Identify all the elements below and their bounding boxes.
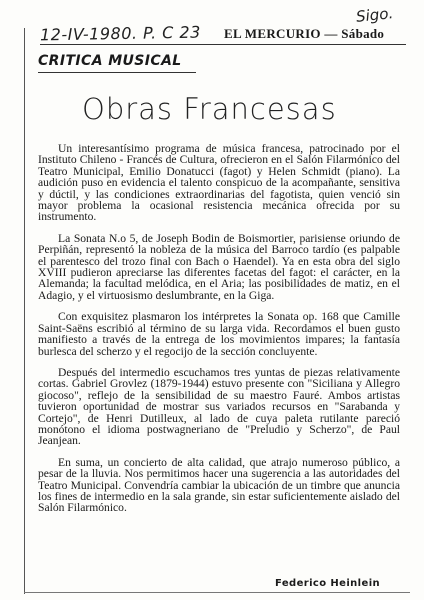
article-body	[38, 143, 400, 524]
section-heading: CRITICA MUSICAL	[38, 53, 182, 69]
header-rule	[40, 44, 406, 45]
handwritten-note: Sigo.	[355, 4, 394, 26]
paragraph: Con exquisitez plasmaron los intérpretes la Sonata op. 168 que Camille Saint-Saëns escribió al término de su larga vida. Recordamos el buen gusto manifiesto a través de la entrega de los movimientos impares; la fantasía burlesca del scherzo y el regocijo de la sección concluyente.	[38, 310, 400, 358]
newspaper-name: EL MERCURIO — Sábado	[224, 26, 385, 41]
clipping-edge-bottom	[24, 592, 410, 593]
section-rule	[38, 72, 196, 73]
clipping-edge-left	[24, 28, 25, 594]
paragraph: En suma, un concierto de alta calidad, que atrajo numeroso público, a pesar de la lluvia. Nos permitimos hacer una sugerencia a las autoridades del Teatro Municipal. Convendría cambiar la ubicación de un timbre que anuncia los fines de intermedio en la sala grande, sin estar suficientemente aislado del Salón Filarmónico.	[38, 455, 400, 515]
paragraph: Un interesantísimo programa de música francesa, patrocinado por el Instituto Chileno - Francés de Cultura, ofrecieron en el Salón Filarmónico del Teatro Municipal, Emilio Donatucci (fagot) y Helen Schmidt (piano). La audición puso en evidencia el talento conspicuo de la acompañante, sensitiva y dúctil, y las condiciones extraordinarias del fagotista, quien venció sin mayor problema la ocasional resistencia mecánica ofrecida por su instrumento.	[38, 142, 400, 224]
author-signature: Federico Heinlein	[275, 578, 381, 589]
article-title: Obras Francesas	[82, 92, 337, 126]
handwritten-date: 12-IV-1980. P. C 23	[39, 22, 201, 45]
paragraph: Después del intermedio escuchamos tres yuntas de piezas relativamente cortas. Gabriel Grovlez (1879-1944) estuvo presente con "Siciliana y Allegro giocoso", reflejo de la sensibilidad de su maestro Fauré. Ambos artistas tuvieron oportunidad de mostrar sus variados recursos en "Sarabanda y Cortejo", de Henri Dutilleux, al lado de cuya paleta rutilante pareció monótono el idioma postwagneriano de "Preludio y Scherzo", de Paul Jeanjean.	[38, 365, 400, 448]
paragraph: La Sonata N.o 5, de Joseph Bodin de Boismortier, parisiense oriundo de Perpiñán, representó la nobleza de la música del Barroco tardío (es palpable el parentesco del trozo final con Bach o Haendel). Ya en esta obra del siglo XVIII pudieron apreciarse las diferentes facetas del fagot: el carácter, en la Alemanda; la facultad melódica, en el Aria; las posibilidades de matiz, en el Adagio, y el virtuosismo deslumbrante, en la Giga.	[38, 231, 400, 302]
